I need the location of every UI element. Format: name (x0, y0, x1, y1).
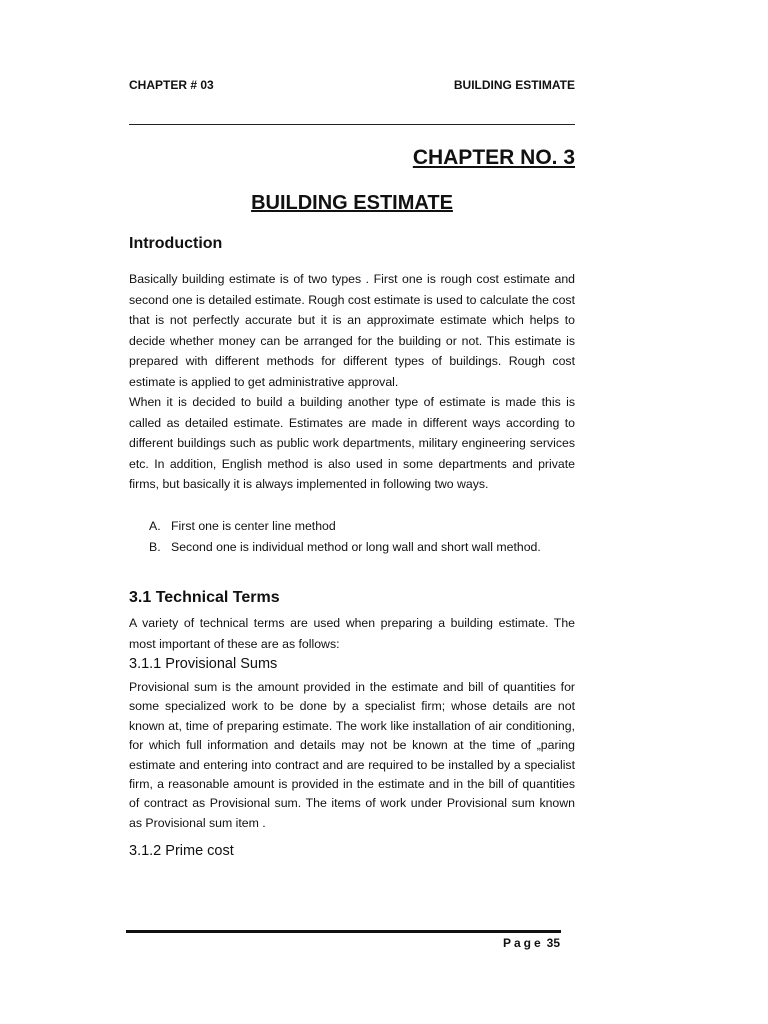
introduction-paragraph-1: Basically building estimate is of two types . First one is rough cost estimate and second one is detailed estimate. Rough cost estimate is used to calculate the cost that is not perfectly accurate but it is an approximate estimate which helps to decide whether money can be arranged for the building or not. This estimate is prepared with different methods for different types of buildings. Rough cost estimate is applied to get administrative approval. (129, 272, 575, 389)
page-footer (503, 936, 560, 950)
header-section-label: BUILDING ESTIMATE (453, 78, 575, 92)
footer-divider (126, 930, 561, 933)
section-3-1-1-heading: 3.1.1 Provisional Sums (129, 656, 278, 672)
page-label: Page (502, 936, 544, 950)
list-item (129, 537, 575, 558)
header-chapter-label: CHAPTER # 03 (129, 78, 214, 92)
section-3-1-paragraph: A variety of technical terms are used when preparing a building estimate. The most important of these are as follows: (129, 616, 575, 651)
methods-list (129, 516, 575, 557)
list-marker: A. (149, 519, 161, 533)
header-divider (129, 124, 575, 125)
list-item-text: First one is center line method (171, 519, 336, 533)
page-number: 35 (546, 936, 560, 950)
list-item (129, 516, 575, 537)
chapter-title-heading: BUILDING ESTIMATE (251, 192, 453, 214)
section-3-1-1-paragraph: Provisional sum is the amount provided in the estimate and bill of quantities for some specialized work to be done by a specialist firm; whose details are not known at, time of preparing estimate. The work like installation of air conditioning, for which full information and details may not be known at the time of „paring estimate and entering into contract and are required to be installed by a specialist firm, a reasonable amount is provided in the estimate and in the bill of quantities of contract as Provisional sum. The items of work under Provisional sum known as Provisional sum item . (129, 680, 575, 830)
chapter-number-heading: CHAPTER NO. 3 (412, 146, 575, 169)
list-item-text: Second one is individual method or long wall and short wall method. (171, 539, 541, 554)
section-3-1-2-heading: 3.1.2 Prime cost (129, 843, 234, 859)
introduction-heading: Introduction (129, 235, 223, 252)
introduction-paragraph-2: When it is decided to build a building another type of estimate is made this is called as detailed estimate. Estimates are made in different ways according to different buildings such as public work departments, military engineering services etc. In addition, English method is also used in some departments and private firms, but basically it is always implemented in following two ways. (129, 395, 575, 492)
list-marker: B. (149, 539, 161, 554)
section-3-1-heading: 3.1 Technical Terms (129, 589, 280, 606)
